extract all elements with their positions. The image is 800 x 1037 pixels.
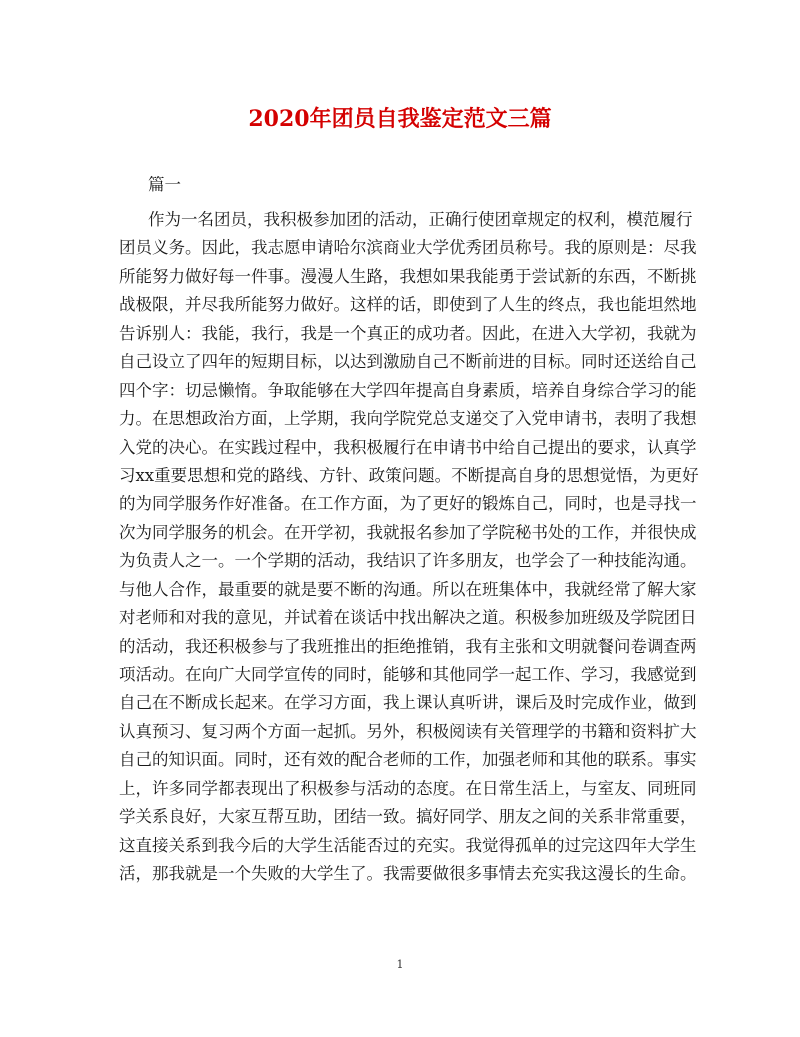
- page-number: 1: [396, 958, 404, 971]
- paragraph-line: 作为一名团员，我积极参加团的活动，正确行使团章规定的权利，模范履行: [148, 210, 693, 229]
- paragraph-line: 入党的决心。在实践过程中，我积极履行在申请书中给自己提出的要求，认真学: [119, 437, 697, 457]
- paragraph-line: 这直接关系到我今后的大学生活能否过的充实。我觉得孤单的过完这四年大学生: [119, 835, 697, 855]
- section-heading: 篇一: [148, 175, 181, 194]
- paragraph-line: 战极限，并尽我所能努力做好。这样的话，即使到了人生的终点，我也能坦然地: [119, 295, 697, 315]
- paragraph-line: 的活动，我还积极参与了我班推出的拒绝推销，我有主张和文明就餐问卷调查两: [119, 636, 697, 656]
- paragraph-line: 团员义务。因此，我志愿申请哈尔滨商业大学优秀团员称号。我的原则是：尽我: [119, 238, 697, 258]
- paragraph-line: 认真预习、复习两个方面一起抓。另外，积极阅读有关管理学的书籍和资料扩大: [119, 721, 697, 741]
- paragraph-line: 自己的知识面。同时，还有效的配合老师的工作，加强老师和其他的联系。事实: [119, 750, 697, 770]
- paragraph-line: 自己在不断成长起来。在学习方面，我上课认真听讲，课后及时完成作业，做到: [119, 693, 697, 713]
- paragraph-line: 对老师和对我的意见，并试着在谈话中找出解决之道。积极参加班级及学院团日: [119, 608, 697, 628]
- body-paragraph: [119, 206, 699, 889]
- paragraph-line: 项活动。在向广大同学宣传的同时，能够和其他同学一起工作、学习，我感觉到: [119, 665, 697, 684]
- paragraph-line: 告诉别人：我能，我行，我是一个真正的成功者。因此，在进入大学初，我就为: [119, 323, 697, 343]
- paragraph-line: 为负责人之一。一个学期的活动，我结识了许多朋友，也学会了一种技能沟通。: [119, 551, 697, 571]
- paragraph-line: 力。在思想政治方面，上学期，我向学院党总支递交了入党申请书，表明了我想: [119, 409, 697, 429]
- paragraph-line: 学关系良好，大家互帮互助，团结一致。搞好同学、朋友之间的关系非常重要，: [119, 807, 697, 827]
- paragraph-line: 次为同学服务的机会。在开学初，我就报名参加了学院秘书处的工作，并很快成: [119, 522, 697, 542]
- paragraph-line: 上，许多同学都表现出了积极参与活动的态度。在日常生活上，与室友、同班同: [119, 778, 697, 798]
- paragraph-line: 所能努力做好每一件事。漫漫人生路，我想如果我能勇于尝试新的东西，不断挑: [119, 266, 697, 286]
- document-title: 2020年团员自我鉴定范文三篇: [248, 106, 552, 132]
- paragraph-line: 的为同学服务作好准备。在工作方面，为了更好的锻炼自己，同时，也是寻找一: [119, 494, 697, 514]
- paragraph-line: 自己设立了四年的短期目标，以达到激励自己不断前进的目标。同时还送给自己: [119, 352, 697, 372]
- paragraph-line: 与他人合作，最重要的就是要不断的沟通。所以在班集体中，我就经常了解大家: [119, 579, 697, 599]
- paragraph-line: 习xx重要思想和党的路线、方针、政策问题。不断提高自身的思想觉悟，为更好: [119, 465, 699, 485]
- paragraph-line: 四个字：切忌懒惰。争取能够在大学四年提高自身素质，培养自身综合学习的能: [119, 380, 697, 400]
- paragraph-line: 活，那我就是一个失败的大学生了。我需要做很多事情去充实我这漫长的生命。: [119, 864, 697, 884]
